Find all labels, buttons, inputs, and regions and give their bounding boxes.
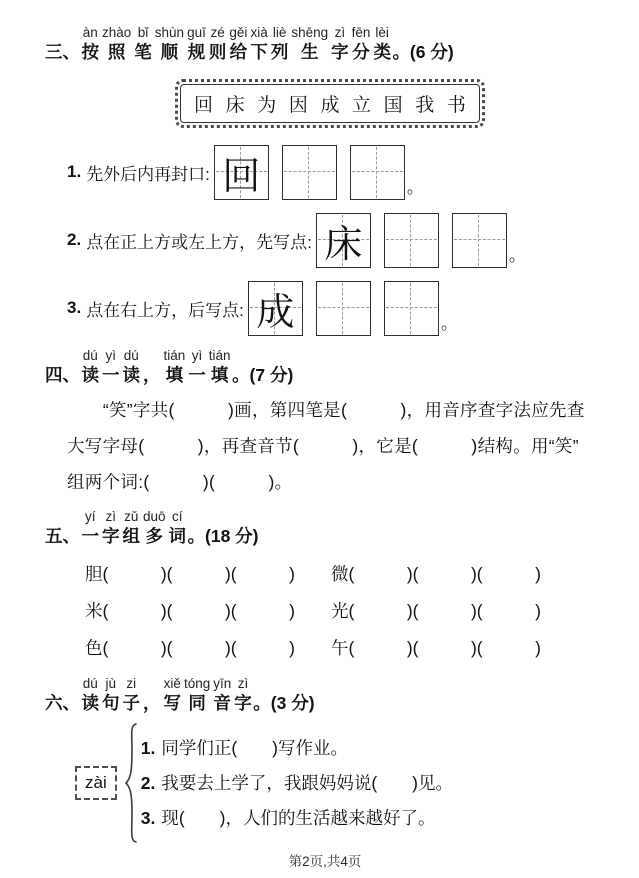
example-character: 回	[222, 153, 261, 198]
pinyin-char-unit	[143, 510, 166, 548]
pinyin-text: xià	[250, 25, 268, 40]
sentence-list	[141, 731, 453, 836]
section-homophones	[45, 677, 605, 845]
grid-guide-vertical	[308, 147, 309, 198]
section-word-building	[45, 510, 605, 666]
pinyin-char-unit	[123, 349, 141, 387]
sentence-text: 我要去上学了，我跟妈妈说( )见。	[161, 772, 453, 793]
item-number: 1.	[67, 162, 82, 182]
answer-brackets: ( )( )( )	[348, 564, 541, 585]
base-character: 光	[331, 601, 349, 621]
paragraph-line: 组两个词:( )( )。	[67, 471, 293, 492]
answer-brackets: ( )( )( )	[348, 601, 541, 621]
pinyin-text: liè	[272, 25, 287, 40]
word-group-left	[85, 630, 331, 667]
fill-blank-paragraph	[67, 393, 605, 501]
word-group-right	[331, 630, 577, 667]
word-group-right	[331, 593, 577, 630]
pinyin-text: guī	[187, 25, 206, 40]
answer-brackets: ( )( )( )	[348, 637, 541, 658]
paragraph-line: “笑”字共( )画，第四笔是( )，用音序查字法应先查	[102, 399, 585, 420]
section6-ruby-units	[80, 677, 253, 715]
pinyin-char-unit	[82, 510, 100, 548]
sentence-item	[141, 766, 453, 801]
hanzi-text: 读	[122, 364, 140, 385]
pinyin-char-unit	[123, 677, 141, 715]
stroke-rule-item	[67, 213, 605, 268]
hanzi-text: 分	[352, 42, 370, 62]
paragraph-line: 大写字母( )，再查音节( )，它是( )结构。用“笑”	[67, 435, 579, 456]
pinyin-char-unit	[123, 510, 141, 548]
item-label: 点在正上方或左上方，先写点:	[86, 232, 312, 252]
grid-guide-horizontal	[454, 239, 505, 240]
period-mark: 。	[440, 314, 458, 334]
base-character: 色	[85, 637, 103, 658]
hanzi-text: 列	[270, 42, 289, 62]
hanzi-text: 按	[81, 42, 99, 62]
pinyin-text: yì	[191, 347, 203, 363]
pinyin-text: lèi	[375, 25, 389, 40]
pinyin-char-unit	[143, 677, 161, 715]
grid-guide-horizontal	[386, 239, 437, 240]
sentence-text: 同学们正( )写作业。	[161, 737, 348, 758]
hanzi-text: 读	[81, 692, 99, 713]
sentence-number: 1.	[140, 737, 156, 758]
pinyin-text: zǔ	[124, 509, 139, 525]
pinyin-char-unit	[291, 26, 328, 64]
pinyin-char-unit	[331, 26, 349, 64]
bank-decorative-border	[175, 79, 485, 128]
hanzi-text: ，	[143, 364, 161, 385]
bank-character: 立	[352, 93, 372, 116]
pinyin-char-unit	[134, 26, 152, 64]
pinyin-text: jù	[105, 675, 116, 691]
section5-heading	[45, 510, 605, 548]
section4-heading	[45, 349, 605, 387]
word-group-left	[85, 593, 331, 630]
pinyin-char-unit	[187, 26, 206, 64]
writing-grid-blank	[350, 145, 405, 200]
item-number: 3.	[67, 298, 82, 318]
bank-character: 国	[383, 93, 403, 116]
grid-guide-horizontal	[284, 171, 335, 172]
stroke-rule-items	[45, 145, 605, 336]
pinyin-char-unit	[209, 26, 227, 64]
pinyin-text: yì	[105, 347, 116, 363]
hanzi-text: 照	[107, 42, 126, 62]
hanzi-text: 组	[122, 526, 140, 547]
pinyin-char-unit	[271, 26, 289, 64]
hanzi-text: 一	[81, 526, 99, 547]
pinyin-text: zhào	[102, 25, 132, 40]
hanzi-text: 笔	[134, 42, 152, 62]
sentence-number: 2.	[140, 772, 156, 793]
section6-number: 六、	[45, 692, 80, 713]
pinyin-text: dú	[82, 675, 98, 691]
base-character: 米	[85, 601, 103, 621]
pinyin-text: dú	[123, 347, 139, 363]
item-number: 2.	[67, 230, 82, 250]
pinyin-text: bǐ	[137, 25, 149, 40]
grid-guide-vertical	[376, 147, 377, 198]
pinyin-char-unit	[250, 26, 268, 64]
word-row	[85, 630, 605, 667]
pinyin-text: duō	[143, 509, 166, 525]
pinyin-char-unit	[169, 510, 187, 548]
hanzi-text: 字	[331, 42, 349, 62]
hanzi-text: 一	[102, 364, 120, 385]
hanzi-text: 顺	[160, 42, 179, 62]
writing-grid-blank	[282, 145, 337, 200]
hanzi-text: 填	[210, 364, 229, 385]
pinyin-text: zì	[237, 675, 249, 691]
hanzi-text: 词	[168, 526, 187, 547]
homophone-exercise	[75, 722, 605, 844]
bank-character: 回	[194, 93, 214, 116]
grid-guide-vertical	[410, 215, 411, 266]
pinyin-char-unit	[234, 677, 252, 715]
example-character: 床	[324, 221, 363, 266]
section3-heading	[45, 26, 605, 64]
pinyin-text: gěi	[229, 25, 248, 40]
bank-character: 床	[225, 93, 245, 116]
base-character: 胆	[85, 564, 103, 585]
writing-grid-example	[316, 213, 371, 268]
pinyin-char-unit	[209, 349, 231, 387]
pinyin-text: fēn	[351, 25, 371, 40]
answer-brackets: ( )( )( )	[102, 601, 295, 621]
hanzi-text: 读	[81, 364, 99, 385]
pinyin-char-unit	[213, 677, 231, 715]
section4-number: 四、	[45, 364, 80, 385]
hanzi-text: 给	[229, 42, 248, 62]
stroke-rule-item	[67, 145, 605, 200]
section-read-fill	[45, 349, 605, 501]
pinyin-char-unit	[102, 510, 120, 548]
hanzi-text: 填	[165, 364, 184, 385]
hanzi-text: ，	[143, 692, 161, 713]
writing-grid-example	[248, 281, 303, 336]
section6-score: 。(3 分)	[253, 692, 315, 713]
bank-character: 我	[415, 93, 435, 116]
bank-character: 成	[320, 93, 340, 116]
item-label: 先外后内再封口:	[86, 164, 210, 184]
pinyin-text: cí	[172, 509, 183, 525]
word-group-left	[85, 556, 331, 593]
hanzi-text: 同	[188, 692, 206, 713]
pinyin-char-unit	[164, 349, 186, 387]
section5-number: 五、	[45, 526, 80, 547]
section5-ruby-units	[80, 510, 188, 548]
pinyin-char-unit	[188, 349, 206, 387]
bank-characters	[180, 84, 480, 123]
pinyin-text: shùn	[154, 25, 185, 40]
pinyin-char-unit	[352, 26, 371, 64]
section6-heading	[45, 677, 605, 715]
hanzi-text: 写	[163, 692, 181, 713]
stroke-rule-item	[67, 281, 605, 336]
hanzi-text: 类	[373, 42, 391, 62]
section4-ruby-units	[80, 349, 232, 387]
pinyin-char-unit	[82, 349, 100, 387]
pinyin-text: zi	[126, 675, 137, 691]
item-label: 点在右上方，后写点:	[86, 300, 244, 320]
writing-grid-blank	[316, 281, 371, 336]
section4-score: 。(7 分)	[232, 364, 294, 385]
pinyin-char-unit	[184, 677, 210, 715]
pinyin-text: dú	[82, 347, 98, 363]
page-footer: 第2页,共4页	[288, 854, 362, 870]
bank-character: 书	[446, 93, 466, 116]
pinyin-text: tóng	[184, 675, 211, 691]
period-mark: 。	[406, 178, 424, 198]
word-row	[85, 593, 605, 630]
pinyin-char-unit	[373, 26, 391, 64]
sentence-item	[141, 731, 453, 766]
word-rows	[85, 556, 605, 666]
pinyin-char-unit	[164, 677, 182, 715]
pinyin-char-unit	[102, 349, 120, 387]
pinyin-text: tián	[208, 347, 231, 363]
writing-grid-blank	[384, 281, 439, 336]
section3-number: 三、	[45, 42, 80, 62]
pinyin-text: yí	[84, 509, 96, 525]
pinyin-char-unit	[82, 677, 100, 715]
pinyin-char-unit	[102, 677, 120, 715]
section-stroke-order	[45, 26, 605, 336]
grid-guide-horizontal	[386, 307, 437, 308]
answer-brackets: ( )( )( )	[102, 637, 295, 658]
section5-score: 。(18 分)	[187, 526, 259, 547]
grid-guide-vertical	[410, 283, 411, 334]
sentence-item	[141, 801, 453, 836]
hanzi-text: 子	[122, 692, 140, 713]
grid-guide-vertical	[478, 215, 479, 266]
answer-brackets: ( )( )( )	[102, 564, 295, 585]
example-character: 成	[256, 289, 295, 334]
writing-grid-example	[214, 145, 269, 200]
pinyin-text: tián	[163, 347, 186, 363]
syllable-box: zài	[75, 766, 117, 800]
pinyin-char-unit	[143, 349, 161, 387]
hanzi-text: 则	[208, 42, 227, 62]
writing-grid-blank	[452, 213, 507, 268]
base-character: 微	[331, 564, 349, 585]
hanzi-text: 句	[102, 692, 120, 713]
writing-grid-blank	[384, 213, 439, 268]
grid-guide-vertical	[342, 283, 343, 334]
pinyin-text: yīn	[213, 675, 232, 691]
pinyin-text: zì	[334, 25, 346, 40]
section3-ruby-units	[80, 26, 392, 64]
hanzi-text: 一	[188, 364, 206, 385]
hanzi-text: 生	[301, 42, 319, 62]
pinyin-char-unit	[229, 26, 247, 64]
hanzi-text: 字	[102, 526, 120, 547]
hanzi-text: 规	[187, 42, 206, 62]
character-bank	[55, 79, 605, 128]
grid-guide-horizontal	[318, 307, 369, 308]
pinyin-text: shēng	[291, 25, 329, 40]
brace-icon	[124, 722, 138, 844]
pinyin-char-unit	[82, 26, 100, 64]
section3-score: 。(6 分)	[392, 42, 454, 62]
hanzi-text: 下	[250, 42, 268, 62]
sentence-text: 现( )，人们的生活越来越好了。	[161, 807, 436, 828]
hanzi-text: 音	[213, 692, 232, 713]
pinyin-char-unit	[155, 26, 184, 64]
pinyin-text: xiě	[163, 675, 181, 691]
period-mark: 。	[508, 246, 526, 266]
pinyin-text: zé	[210, 25, 225, 40]
base-character: 午	[331, 637, 349, 658]
word-group-right	[331, 556, 577, 593]
word-row	[85, 556, 605, 593]
grid-guide-horizontal	[352, 171, 403, 172]
hanzi-text: 多	[145, 526, 164, 547]
bank-character: 因	[288, 93, 308, 116]
sentence-number: 3.	[140, 807, 156, 828]
bank-character: 为	[257, 93, 277, 116]
hanzi-text: 字	[234, 692, 252, 713]
pinyin-text: àn	[82, 25, 98, 40]
pinyin-char-unit	[102, 26, 131, 64]
pinyin-text: zì	[105, 509, 116, 525]
